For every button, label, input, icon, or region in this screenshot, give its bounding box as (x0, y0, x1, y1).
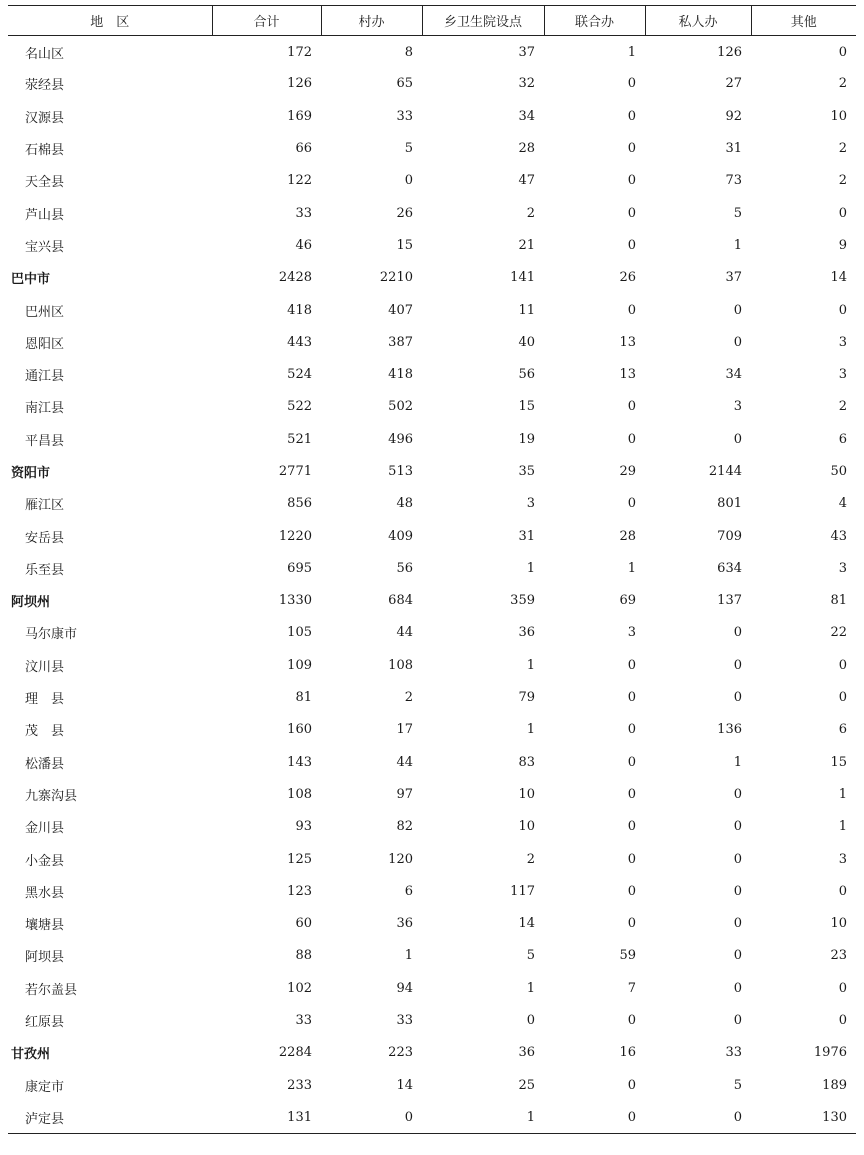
other-cell: 1 (838, 786, 847, 802)
region-name-cell: 马尔康市 (25, 627, 78, 643)
township-hospital-site-cell: 15 (518, 399, 535, 415)
header-village-run: 村办 (321, 6, 422, 36)
other-cell: 10 (830, 108, 847, 124)
joint-run-cell: 0 (627, 302, 636, 318)
village-run-cell: 94 (396, 980, 413, 996)
region-name-cell: 乐至县 (25, 562, 65, 578)
other-cell: 50 (830, 464, 847, 479)
private-run-cell: 0 (733, 786, 742, 802)
region-name-cell: 红原县 (25, 1015, 65, 1031)
table-row (8, 843, 856, 875)
township-hospital-site-cell: 1 (422, 1101, 544, 1133)
village-run-cell: 44 (396, 754, 413, 770)
region-name-cell: 巴中市 (11, 272, 51, 288)
village-run-cell: 82 (396, 819, 413, 835)
joint-run-cell: 0 (627, 1013, 636, 1029)
joint-run-cell: 0 (627, 205, 636, 221)
region-name-cell: 甘孜州 (11, 1047, 51, 1063)
table-row (8, 811, 856, 843)
table-row (8, 681, 856, 713)
village-run-cell: 33 (396, 1013, 413, 1029)
private-run-cell: 0 (733, 690, 742, 706)
table-row (8, 358, 856, 390)
other-cell: 6 (838, 722, 847, 738)
township-hospital-site-cell: 14 (518, 916, 535, 932)
total-cell: 143 (287, 754, 312, 770)
private-run-cell: 801 (717, 496, 742, 512)
other-cell: 3 (838, 367, 847, 383)
total-cell: 105 (287, 625, 312, 641)
table-row (8, 165, 856, 197)
village-run-cell: 502 (388, 399, 413, 415)
other-cell: 4 (838, 496, 847, 512)
private-run-cell: 137 (717, 593, 742, 609)
private-run-cell: 0 (733, 334, 742, 350)
other-cell: 130 (751, 1101, 856, 1133)
private-run-cell: 73 (725, 173, 742, 189)
township-hospital-site-cell: 19 (518, 431, 535, 447)
joint-run-cell: 0 (627, 754, 636, 770)
private-run-cell: 0 (733, 980, 742, 996)
joint-run-cell: 0 (627, 722, 636, 738)
private-run-cell: 0 (733, 431, 742, 447)
private-run-cell: 0 (733, 1013, 742, 1029)
region-name-cell: 资阳市 (11, 466, 51, 481)
statistics-page (8, 5, 856, 1134)
other-cell: 6 (838, 431, 847, 447)
village-run-cell: 409 (388, 528, 413, 544)
village-run-cell: 120 (388, 851, 413, 867)
village-run-cell: 14 (396, 1077, 413, 1093)
village-run-cell: 387 (388, 334, 413, 350)
township-hospital-site-cell: 11 (518, 302, 535, 318)
township-hospital-site-cell: 21 (518, 237, 535, 253)
village-run-cell: 36 (396, 916, 413, 932)
region-name-cell: 巴州区 (25, 304, 65, 320)
village-run-cell: 5 (404, 141, 413, 157)
joint-run-cell: 1 (627, 45, 636, 61)
village-run-cell: 56 (396, 560, 413, 576)
region-name-cell: 汉源县 (25, 110, 65, 126)
private-run-cell: 0 (733, 819, 742, 835)
village-run-cell: 496 (388, 431, 413, 447)
private-run-cell: 136 (717, 722, 742, 738)
total-cell: 126 (287, 76, 312, 92)
header-other: 其他 (751, 6, 856, 36)
region-name-cell: 恩阳区 (25, 336, 65, 352)
other-cell: 1976 (813, 1045, 847, 1061)
header-private-run: 私人办 (645, 6, 751, 36)
region-name-cell: 雁江区 (25, 498, 65, 514)
joint-run-cell: 0 (627, 399, 636, 415)
total-cell: 109 (287, 657, 312, 673)
joint-run-cell: 7 (627, 980, 636, 996)
total-cell: 81 (295, 690, 312, 706)
private-run-cell: 0 (733, 916, 742, 932)
total-cell: 125 (287, 851, 312, 867)
township-hospital-site-cell: 36 (518, 625, 535, 641)
other-cell: 22 (830, 625, 847, 641)
village-run-cell: 6 (404, 883, 413, 899)
private-run-cell: 1 (733, 237, 742, 253)
other-cell: 14 (830, 270, 847, 286)
total-cell: 123 (287, 883, 312, 899)
other-cell: 0 (838, 690, 847, 706)
joint-run-cell: 0 (627, 1077, 636, 1093)
joint-run-cell: 0 (544, 1101, 645, 1133)
joint-run-cell: 0 (627, 851, 636, 867)
township-hospital-site-cell: 2 (526, 205, 535, 221)
table-row (8, 423, 856, 455)
joint-run-cell: 0 (627, 819, 636, 835)
private-run-cell: 2144 (708, 464, 742, 479)
other-cell: 2 (838, 399, 847, 415)
region-name-cell: 芦山县 (25, 207, 65, 223)
joint-run-cell: 26 (619, 270, 636, 286)
region-name-cell: 石棉县 (25, 143, 65, 159)
township-hospital-site-cell: 56 (518, 367, 535, 383)
private-run-cell: 0 (733, 302, 742, 318)
region-name-cell: 康定市 (25, 1079, 65, 1095)
city-row (8, 585, 856, 617)
township-hospital-site-cell: 1 (526, 560, 535, 576)
township-hospital-site-cell: 47 (518, 173, 535, 189)
joint-run-cell: 0 (627, 173, 636, 189)
joint-run-cell: 0 (627, 431, 636, 447)
total-cell: 2428 (278, 270, 312, 286)
village-run-cell: 44 (396, 625, 413, 641)
total-cell: 2771 (278, 464, 312, 479)
private-run-cell: 33 (725, 1045, 742, 1061)
village-run-cell: 2 (404, 690, 413, 706)
township-hospital-site-cell: 34 (518, 108, 535, 124)
village-run-cell: 513 (388, 464, 413, 479)
joint-run-cell: 16 (619, 1045, 636, 1061)
joint-run-cell: 0 (627, 690, 636, 706)
private-run-cell: 0 (645, 1101, 751, 1133)
city-row (8, 1037, 856, 1069)
township-hospital-site-cell: 83 (518, 754, 535, 770)
private-run-cell: 0 (733, 883, 742, 899)
table-row (8, 229, 856, 261)
joint-run-cell: 13 (619, 334, 636, 350)
table-row (8, 778, 856, 810)
other-cell: 43 (830, 528, 847, 544)
village-run-cell: 407 (388, 302, 413, 318)
private-run-cell: 27 (725, 76, 742, 92)
township-hospital-site-cell: 2 (526, 851, 535, 867)
joint-run-cell: 0 (627, 141, 636, 157)
private-run-cell: 5 (733, 205, 742, 221)
total-cell: 93 (295, 819, 312, 835)
table-row (8, 391, 856, 423)
region-name-cell: 若尔盖县 (25, 982, 78, 998)
village-run-cell: 684 (388, 593, 413, 609)
village-run-cell: 48 (396, 496, 413, 512)
joint-run-cell: 0 (627, 883, 636, 899)
total-cell: 33 (295, 1013, 312, 1029)
table-header-row (8, 6, 856, 36)
village-run-cell: 26 (396, 205, 413, 221)
township-hospital-site-cell: 3 (526, 496, 535, 512)
table-row (8, 197, 856, 229)
other-cell: 2 (838, 141, 847, 157)
region-name-cell: 小金县 (25, 853, 65, 869)
header-region: 地 区 (8, 6, 212, 36)
city-row (8, 262, 856, 294)
other-cell: 3 (838, 334, 847, 350)
region-name-cell: 茂 县 (25, 724, 65, 740)
private-run-cell: 3 (733, 399, 742, 415)
joint-run-cell: 69 (619, 593, 636, 609)
township-hospital-site-cell: 1 (526, 657, 535, 673)
township-hospital-site-cell: 359 (510, 593, 535, 609)
total-cell: 856 (287, 496, 312, 512)
region-name-cell: 宝兴县 (25, 239, 65, 255)
joint-run-cell: 0 (627, 237, 636, 253)
joint-run-cell: 1 (627, 560, 636, 576)
other-cell: 2 (838, 173, 847, 189)
private-run-cell: 0 (733, 948, 742, 964)
total-cell: 88 (295, 948, 312, 964)
private-run-cell: 1 (733, 754, 742, 770)
table-row (8, 940, 856, 972)
header-total: 合计 (212, 6, 321, 36)
township-hospital-site-cell: 10 (518, 819, 535, 835)
total-cell: 169 (287, 108, 312, 124)
total-cell: 60 (295, 916, 312, 932)
joint-run-cell: 0 (627, 657, 636, 673)
table-row (8, 649, 856, 681)
table-row (8, 1101, 856, 1133)
other-cell: 0 (838, 980, 847, 996)
other-cell: 3 (838, 560, 847, 576)
private-run-cell: 5 (733, 1077, 742, 1093)
total-cell: 131 (212, 1101, 321, 1133)
other-cell: 2 (838, 76, 847, 92)
township-hospital-site-cell: 28 (518, 141, 535, 157)
village-run-cell: 65 (396, 76, 413, 92)
clinic-statistics-table (8, 5, 856, 1134)
total-cell: 2284 (278, 1045, 312, 1061)
other-cell: 0 (838, 205, 847, 221)
other-cell: 189 (822, 1077, 847, 1093)
township-hospital-site-cell: 40 (518, 334, 535, 350)
township-hospital-site-cell: 36 (518, 1045, 535, 1061)
region-name-cell: 安岳县 (25, 530, 65, 546)
private-run-cell: 709 (717, 528, 742, 544)
total-cell: 695 (287, 560, 312, 576)
village-run-cell: 97 (396, 786, 413, 802)
private-run-cell: 37 (725, 270, 742, 286)
township-hospital-site-cell: 117 (510, 883, 535, 899)
total-cell: 233 (287, 1077, 312, 1093)
private-run-cell: 34 (725, 367, 742, 383)
table-row (8, 746, 856, 778)
total-cell: 1220 (278, 528, 312, 544)
table-row (8, 875, 856, 907)
township-hospital-site-cell: 35 (518, 464, 535, 479)
township-hospital-site-cell: 32 (518, 76, 535, 92)
village-run-cell: 223 (388, 1045, 413, 1061)
total-cell: 524 (287, 367, 312, 383)
total-cell: 33 (295, 205, 312, 221)
township-hospital-site-cell: 1 (526, 722, 535, 738)
village-run-cell: 0 (404, 173, 413, 189)
other-cell: 10 (830, 916, 847, 932)
city-row (8, 455, 856, 487)
township-hospital-site-cell: 37 (518, 45, 535, 61)
other-cell: 3 (838, 851, 847, 867)
joint-run-cell: 59 (619, 948, 636, 964)
private-run-cell: 634 (717, 560, 742, 576)
region-name-cell: 南江县 (25, 401, 65, 417)
joint-run-cell: 29 (619, 464, 636, 479)
region-name-cell: 阿坝州 (11, 595, 51, 611)
table-row (8, 552, 856, 584)
total-cell: 122 (287, 173, 312, 189)
region-name-cell: 理 县 (25, 692, 65, 708)
total-cell: 418 (287, 302, 312, 318)
table-row (8, 1069, 856, 1101)
township-hospital-site-cell: 79 (518, 690, 535, 706)
joint-run-cell: 0 (627, 108, 636, 124)
table-row (8, 100, 856, 132)
village-run-cell: 418 (388, 367, 413, 383)
village-run-cell: 8 (404, 45, 413, 61)
table-row (8, 520, 856, 552)
township-hospital-site-cell: 31 (518, 528, 535, 544)
private-run-cell: 126 (717, 45, 742, 61)
village-run-cell: 17 (396, 722, 413, 738)
township-hospital-site-cell: 5 (526, 948, 535, 964)
township-hospital-site-cell: 10 (518, 786, 535, 802)
table-row (8, 1004, 856, 1036)
other-cell: 1 (838, 819, 847, 835)
table-row (8, 132, 856, 164)
table-row (8, 972, 856, 1004)
total-cell: 108 (287, 786, 312, 802)
village-run-cell: 1 (404, 948, 413, 964)
township-hospital-site-cell: 25 (518, 1077, 535, 1093)
total-cell: 1330 (278, 593, 312, 609)
other-cell: 0 (838, 657, 847, 673)
joint-run-cell: 0 (627, 76, 636, 92)
township-hospital-site-cell: 0 (526, 1013, 535, 1029)
total-cell: 521 (287, 431, 312, 447)
private-run-cell: 31 (725, 141, 742, 157)
village-run-cell: 2210 (379, 270, 413, 286)
header-township-hospital-site: 乡卫生院设点 (422, 6, 544, 36)
village-run-cell: 0 (321, 1101, 422, 1133)
joint-run-cell: 28 (619, 528, 636, 544)
private-run-cell: 0 (733, 657, 742, 673)
table-body (8, 36, 856, 1134)
total-cell: 102 (287, 980, 312, 996)
township-hospital-site-cell: 1 (526, 980, 535, 996)
other-cell: 81 (830, 593, 847, 609)
joint-run-cell: 0 (627, 496, 636, 512)
township-hospital-site-cell: 141 (510, 270, 535, 286)
private-run-cell: 0 (733, 625, 742, 641)
region-name-cell: 汶川县 (25, 659, 65, 675)
table-row (8, 908, 856, 940)
region-name-cell: 名山区 (25, 47, 65, 63)
total-cell: 443 (287, 334, 312, 350)
joint-run-cell: 13 (619, 367, 636, 383)
village-run-cell: 108 (388, 657, 413, 673)
table-row (8, 326, 856, 358)
joint-run-cell: 3 (627, 625, 636, 641)
joint-run-cell: 0 (627, 786, 636, 802)
region-name-cell: 松潘县 (25, 756, 65, 772)
region-name-cell: 通江县 (25, 369, 65, 385)
region-name-cell: 荥经县 (25, 78, 65, 94)
private-run-cell: 0 (733, 851, 742, 867)
region-name-cell: 平昌县 (25, 433, 65, 449)
header-joint-run: 联合办 (544, 6, 645, 36)
private-run-cell: 92 (725, 108, 742, 124)
other-cell: 0 (838, 883, 847, 899)
total-cell: 46 (295, 237, 312, 253)
joint-run-cell: 0 (627, 916, 636, 932)
total-cell: 522 (287, 399, 312, 415)
region-name-cell: 天全县 (25, 175, 65, 191)
table-row (8, 617, 856, 649)
other-cell: 0 (838, 1013, 847, 1029)
table-row (8, 68, 856, 100)
other-cell: 23 (830, 948, 847, 964)
other-cell: 0 (838, 45, 847, 61)
region-name-cell: 九寨沟县 (25, 788, 78, 804)
table-row (8, 294, 856, 326)
village-run-cell: 15 (396, 237, 413, 253)
total-cell: 160 (287, 722, 312, 738)
region-name-cell: 金川县 (25, 821, 65, 837)
total-cell: 172 (287, 45, 312, 61)
other-cell: 0 (838, 302, 847, 318)
region-name-cell: 壤塘县 (25, 918, 65, 934)
table-row (8, 36, 856, 68)
table-row (8, 488, 856, 520)
region-name-cell: 黑水县 (25, 885, 65, 901)
region-name-cell: 阿坝县 (25, 950, 65, 966)
region-name-cell: 泸定县 (8, 1101, 212, 1133)
table-row (8, 714, 856, 746)
village-run-cell: 33 (396, 108, 413, 124)
other-cell: 15 (830, 754, 847, 770)
total-cell: 66 (295, 141, 312, 157)
other-cell: 9 (838, 237, 847, 253)
